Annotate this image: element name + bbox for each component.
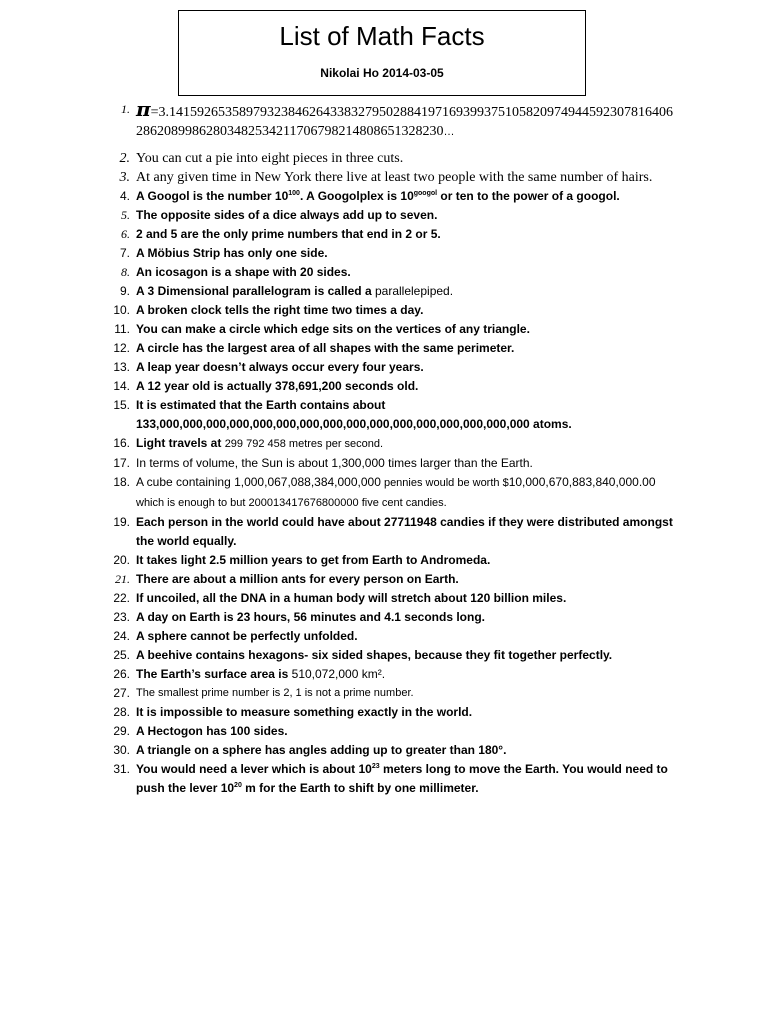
fact-text: At any given time in New York there live at least two people with the same number of hairs. [136,170,653,185]
fact-item [0,551,768,570]
fact-text: A Hectogon has 100 sides. [136,724,288,738]
title-box [178,10,586,96]
fact-item [0,320,768,339]
fact-text: A triangle on a sphere has angles adding up to greater than 180°. [136,743,507,757]
fact-text: The Earth’s surface area is [136,667,292,681]
fact-number: 10. [113,303,130,317]
fact-item [0,187,768,206]
fact-number: 5. [121,208,130,222]
fact-number: 31. [113,762,130,776]
superscript: 100 [288,190,300,197]
fact-text: pennies would be worth $ [380,477,509,489]
fact-item [0,206,768,225]
fact-item [0,646,768,665]
fact-text: or ten to the power of a googol. [437,189,620,203]
fact-item [0,97,768,141]
fact-text: A Möbius Strip has only one side. [136,246,328,260]
fact-item [0,627,768,646]
superscript: 23 [371,763,380,770]
fact-number: 9. [119,284,130,298]
fact-number: 30. [113,743,130,757]
fact-number: 18. [113,475,130,489]
fact-text: It takes light 2.5 million years to get from Earth to Andromeda. [136,553,491,567]
fact-text: 1,000,067,088,384,000,000 [234,475,381,489]
fact-text: 510,072,000 km². [291,667,386,681]
fact-text: A circle has the largest area of all shapes with the same perimeter. [136,341,515,355]
fact-number: 13. [113,360,130,374]
fact-number: 23. [113,610,130,624]
fact-item [0,589,768,608]
fact-item [0,263,768,282]
fact-item [0,149,768,168]
fact-item [0,301,768,320]
fact-item [0,396,768,434]
fact-number: 24. [113,629,130,643]
fact-number: 17. [113,456,130,470]
fact-number: 12. [113,341,130,355]
fact-text: The opposite sides of a dice always add up to seven. [136,208,438,222]
fact-text: parallelepiped. [374,284,454,298]
fact-text: A 3 Dimensional parallelogram is called a [136,284,375,298]
fact-text: In terms of volume, the Sun is about 1,300,000 times larger than the Earth. [136,456,533,470]
superscript: 20 [234,782,242,789]
fact-number: 7. [119,246,130,260]
fact-text: 2 and 5 are the only prime numbers that end in 2 or 5. [136,227,441,241]
fact-text: It is impossible to measure something exactly in the world. [136,705,473,719]
fact-text: It is estimated that the Earth contains about 133,000,000,000,000,000,000,000,000,000,000,000,000,000,000,000,000 atoms. [136,398,572,431]
fact-text: meters long to move the Earth. You would need to push the lever 10 [136,762,668,795]
document-title: List of Math Facts [279,21,485,51]
fact-text: A sphere cannot be perfectly unfolded. [136,629,358,643]
fact-item [0,513,768,551]
fact-item [0,244,768,263]
fact-text: An icosagon is a shape with 20 sides. [136,265,351,279]
fact-number: 8. [121,265,130,279]
fact-text: 10,000,670,883,840,000.00 [508,475,656,489]
fact-number: 20. [113,553,130,567]
fact-text: . A Googolplex is 10 [299,189,414,203]
fact-number: 3. [119,170,130,185]
fact-number: 1. [121,102,130,116]
pi-symbol: π [136,97,151,121]
ellipsis: … [443,126,455,138]
fact-text: Each person in the world could have about 27711948 candies if they were distributed amongst the world equally. [136,515,673,548]
fact-number: 27. [113,686,130,700]
pi-digits: =3.14159265358979323846264338327950288419716939937510582097494459230781640628620899862803482534211706798214808651328230 [136,105,674,139]
fact-item [0,741,768,760]
facts-list [0,97,768,798]
fact-number: 26. [113,667,130,681]
fact-text: A Googol is the number 10 [136,189,289,203]
fact-number: 2. [119,151,130,166]
fact-item [0,570,768,589]
fact-number: 16. [113,436,130,450]
fact-number: 21. [115,572,130,586]
fact-number: 28. [113,705,130,719]
fact-item [0,684,768,703]
fact-text: A day on Earth is 23 hours, 56 minutes and 4.1 seconds long. [136,610,485,624]
fact-text: A beehive contains hexagons- six sided shapes, because they fit together perfectly. [136,648,613,662]
fact-item [0,473,768,513]
fact-text: A cube containing [136,475,235,489]
fact-item [0,282,768,301]
fact-number: 22. [113,591,130,605]
fact-text: If uncoiled, all the DNA in a human body will stretch about 120 billion miles. [136,591,567,605]
fact-item [0,665,768,684]
fact-number: 4. [119,189,130,203]
fact-text: 299 792 458 metres per second. [224,438,384,450]
fact-item [0,339,768,358]
superscript: googol [413,190,438,197]
fact-number: 15. [113,398,130,412]
fact-item [0,608,768,627]
fact-text: There are about a million ants for every person on Earth. [136,572,459,586]
fact-text: A broken clock tells the right time two times a day. [136,303,424,317]
fact-number: 14. [113,379,130,393]
fact-item [0,168,768,187]
fact-item [0,454,768,473]
fact-text: A 12 year old is actually 378,691,200 seconds old. [136,379,419,393]
fact-item [0,703,768,722]
author-date-line: Nikolai Ho 2014-03-05 [320,66,444,80]
fact-item [0,434,768,454]
fact-item [0,225,768,244]
fact-number: 19. [113,515,130,529]
fact-text: The smallest prime number is 2, 1 is not a prime number. [136,687,414,699]
fact-number: 6. [121,227,130,241]
fact-item [0,722,768,741]
fact-item [0,377,768,396]
fact-text: m for the Earth to shift by one millimeter. [241,781,479,795]
fact-text: You can make a circle which edge sits on the vertices of any triangle. [136,322,530,336]
fact-text: You can cut a pie into eight pieces in three cuts. [136,151,404,166]
fact-number: 11. [114,322,130,336]
fact-item [0,358,768,377]
fact-text: A leap year doesn’t always occur every four years. [136,360,424,374]
fact-number: 29. [113,724,130,738]
fact-number: 25. [113,648,130,662]
fact-text: You would need a lever which is about 10 [136,762,372,776]
fact-item [0,760,768,798]
fact-text: Light travels at [136,436,225,450]
fact-text: which is enough to but 200013417676800000 five cent candies. [136,497,447,509]
